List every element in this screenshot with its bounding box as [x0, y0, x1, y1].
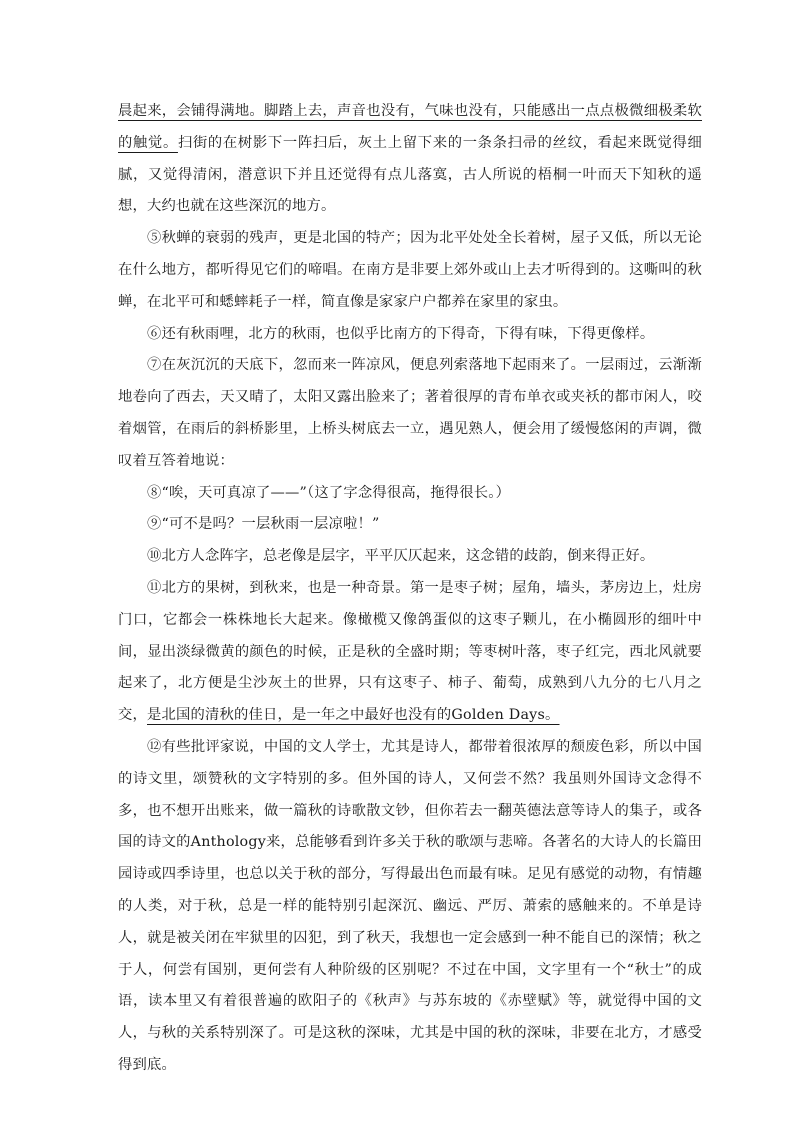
paragraph-7: ⑦在灰沉沉的天底下，忽而来一阵凉风，便息列索落地下起雨来了。一层雨过，云渐渐地卷向了西去，天又晴了，太阳又露出脸来了；著着很厚的青布单衣或夹袄的都市闲人，咬着烟管，在雨后的斜桥影里，上桥头树底去一立，遇见熟人，便会用了缓慢悠闲的声调，微叹着互答着地说：: [118, 357, 702, 469]
paragraph-5: ⑤秋蝉的衰弱的残声，更是北国的特产；因为北平处处全长着树，屋子又低，所以无论在什么地方，都听得见它们的啼唱。在南方是非要上郊外或山上去才听得到的。这嘶叫的秋蝉，在北平可和蟋蟀耗子一样，简直像是家家户户都养在家里的家虫。: [118, 230, 702, 310]
paragraph-6: ⑥还有秋雨哩，北方的秋雨，也似乎比南方的下得奇，下得有味，下得更像样。: [147, 325, 655, 342]
paragraph-11-main: ⑪北方的果树，到秋来，也是一种奇景。第一是枣子树；屋角，墙头，茅房边上，灶房门口，它都会一株株地长大起来。像橄榄又像鸽蛋似的这枣子颗儿，在小椭圆形的细叶中间，显出淡绿微黄的颜色的时候，正是秋的全盛时期；等枣树叶落，枣子红完，西北风就要起来了，北方便是尘沙灰土的世界，只有这枣子、柿子、葡萄，成熟到八九分的七八月之交，: [118, 579, 702, 724]
paragraph-10: ⑩北方人念阵字，总老像是层字，平平仄仄起来，这念错的歧韵，倒来得正好。: [147, 548, 655, 565]
paragraph-4-rest: 扫街的在树影下一阵扫后，灰土上留下来的一条条扫帚的丝纹，看起来既觉得细腻，又觉得清闲，潜意识下并且还觉得有点儿落寞，古人所说的梧桐一叶而天下知秋的遥想，大约也就在这些深沉的地方。: [118, 134, 702, 215]
paragraph-4-continued: [118, 96, 702, 223]
underlined-sentence: 晨起来，会铺得满地。脚踏上去，声音也没有，气味也没有，只能感出一点点极微细极柔软的触觉。: [118, 103, 702, 151]
paragraph-12: ⑫有些批评家说，中国的文人学士，尤其是诗人，都带着很浓厚的颓废色彩，所以中国的诗文里，颂赞秋的文字特别的多。但外国的诗人，又何尝不然？我虽则外国诗文念得不多，也不想开出账来，做一篇秋的诗歌散文钞，但你若去一翻英德法意等诗人的集子，或各国的诗文的Anthology来，总能够看到许多关于秋的歌颂与悲啼。各著名的大诗人的长篇田园诗或四季诗里，也总以关于秋的部分，写得最出色而最有味。足见有感觉的动物，有情趣的人类，对于秋，总是一样的能特别引起深沉、幽远、严厉、萧索的感触来的。不单是诗人，就是被关闭在牢狱里的囚犯，到了秋天，我想也一定会感到一种不能自已的深情；秋之于人，何尝有国别，更何尝有人种阶级的区别呢？不过在中国，文字里有一个“秋士”的成语，读本里又有着很普遍的欧阳子的《秋声》与苏东坡的《赤壁赋》等，就觉得中国的文人，与秋的关系特别深了。可是这秋的深味，尤其是中国的秋的深味，非要在北方，才感受得到底。: [118, 738, 702, 1073]
paragraph-8: ⑧“唉，天可真凉了——”（这了字念得很高，拖得很长。）: [147, 484, 511, 501]
paragraph-11: [118, 573, 702, 732]
paragraph-9: ⑨“可不是吗？一层秋雨一层凉啦！”: [147, 516, 380, 533]
underlined-sentence-golden-days: 是北国的清秋的佳日，是一年之中最好也没有的Golden Days。: [147, 707, 560, 724]
